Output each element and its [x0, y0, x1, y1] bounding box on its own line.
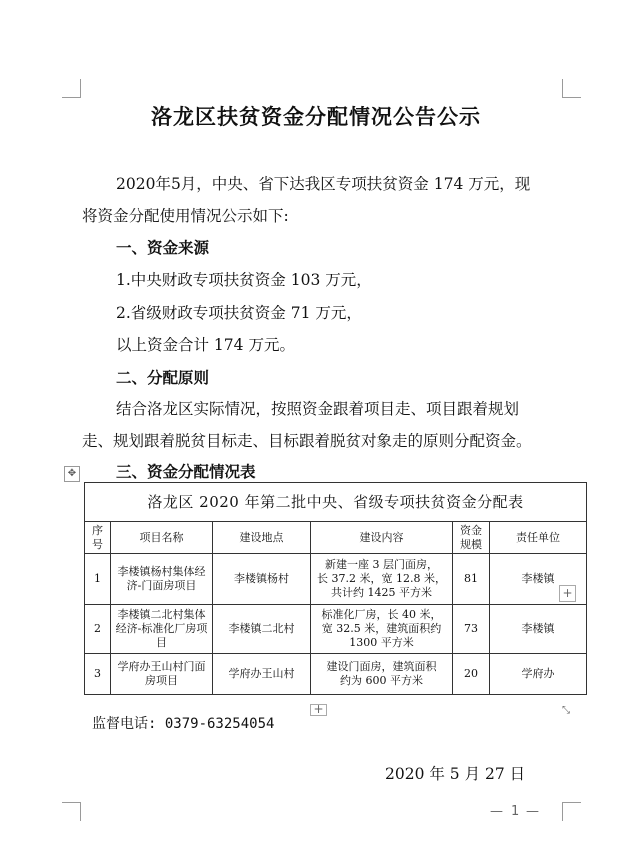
row-content-line: 新建一座 3 层门面房，: [325, 558, 438, 571]
document-date: 2020 年 5 月 27 日: [385, 765, 526, 783]
page-number-dash-left: —: [490, 804, 503, 819]
row-location: 李楼镇二北村: [213, 605, 311, 654]
source-item-central: 1.中央财政专项扶贫资金 103 万元，: [116, 271, 372, 289]
corner-mark-top-right: [562, 79, 581, 98]
document-title: 洛龙区扶贫资金分配情况公告公示: [151, 105, 481, 129]
row-content-line: 宽 32.5 米，建筑面积约: [321, 622, 442, 635]
row-seq: 2: [85, 605, 111, 654]
section-heading-allocation: 三、资金分配情况表: [116, 463, 256, 481]
row-content-line: 约为 600 平方米: [340, 674, 423, 687]
allocation-table: [84, 482, 587, 695]
row-content-line: 标准化厂房，长 40 米，: [321, 608, 442, 621]
section-heading-sources: 一、资金来源: [116, 239, 210, 257]
row-unit: 学府办: [490, 654, 587, 695]
header-scale: 资金规模: [453, 522, 490, 554]
header-project: 项目名称: [111, 522, 213, 554]
table-header-row: [85, 522, 587, 554]
row-seq: 1: [85, 554, 111, 605]
row-unit: 李楼镇: [490, 605, 587, 654]
row-scale: 20: [453, 654, 490, 695]
row-location: 李楼镇杨村: [213, 554, 311, 605]
row-content: [311, 654, 453, 695]
row-content-line: 长 37.2 米，宽 12.8 米，: [317, 572, 446, 585]
row-project: 学府办王山村门面房项目: [111, 654, 213, 695]
page-number: 1: [511, 804, 520, 819]
add-row-button[interactable]: +: [310, 704, 327, 716]
row-location: 学府办王山村: [213, 654, 311, 695]
table-move-handle-icon[interactable]: ✥: [64, 466, 80, 482]
row-scale: 73: [453, 605, 490, 654]
supervision-phone: 监督电话: 0379-63254054: [92, 716, 275, 732]
row-content-line: 1300 平方米: [349, 636, 414, 649]
row-project: 李楼镇二北村集体经济-标准化厂房项目: [111, 605, 213, 654]
intro-line-2: 将资金分配使用情况公示如下:: [82, 207, 289, 225]
row-content: [311, 605, 453, 654]
corner-mark-bottom-left: [62, 802, 81, 821]
table-row: [85, 654, 587, 695]
page-number-dash-right: —: [526, 804, 539, 819]
principle-line-2: 走、规划跟着脱贫目标走、目标跟着脱贫对象走的原则分配资金。: [82, 432, 532, 450]
table-row: [85, 554, 587, 605]
table-resize-handle-icon[interactable]: ⤡: [562, 705, 570, 716]
add-column-button[interactable]: +: [559, 585, 576, 602]
table-caption: 洛龙区 2020 年第二批中央、省级专项扶贫资金分配表: [85, 483, 587, 522]
row-scale: 81: [453, 554, 490, 605]
row-seq: 3: [85, 654, 111, 695]
header-content: 建设内容: [311, 522, 453, 554]
corner-mark-bottom-right: [562, 802, 581, 821]
row-unit: 李楼镇: [490, 554, 587, 605]
principle-line-1: 结合洛龙区实际情况，按照资金跟着项目走、项目跟着规划: [116, 400, 520, 418]
header-unit: 责任单位: [490, 522, 587, 554]
intro-line-1: 2020年5月，中央、省下达我区专项扶贫资金 174 万元，现: [116, 175, 531, 193]
section-heading-principles: 二、分配原则: [116, 369, 210, 387]
source-total: 以上资金合计 174 万元。: [116, 336, 295, 354]
row-content: [311, 554, 453, 605]
header-seq: 序号: [85, 522, 111, 554]
table-row: [85, 605, 587, 654]
corner-mark-top-left: [62, 79, 81, 98]
row-project: 李楼镇杨村集体经济-门面房项目: [111, 554, 213, 605]
row-content-line: 共计约 1425 平方米: [331, 586, 432, 599]
row-content-line: 建设门面房，建筑面积: [326, 660, 437, 673]
source-item-provincial: 2.省级财政专项扶贫资金 71 万元，: [116, 304, 362, 322]
header-location: 建设地点: [213, 522, 311, 554]
